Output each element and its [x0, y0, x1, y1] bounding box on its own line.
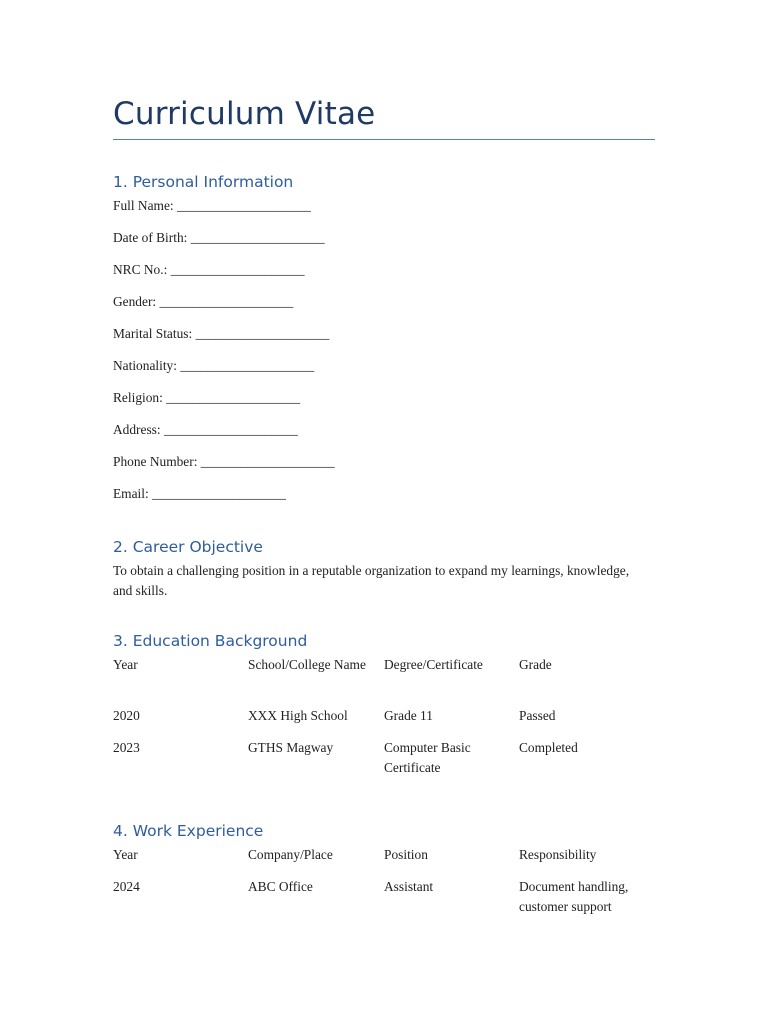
table-cell: ABC Office — [248, 879, 313, 894]
table-cell: Assistant — [384, 879, 434, 894]
email-field: Email: ____________________ — [113, 486, 286, 501]
marital-status-field: Marital Status: ____________________ — [113, 326, 330, 341]
table-cell: Document handling, customer support — [519, 879, 629, 914]
nationality-field: Nationality: ____________________ — [113, 358, 315, 373]
nrc-field: NRC No.: ____________________ — [113, 262, 305, 277]
table-cell: Passed — [519, 708, 556, 723]
date-of-birth-field: Date of Birth: ____________________ — [113, 230, 325, 245]
personal-info-heading: 1. Personal Information — [113, 173, 294, 191]
table-cell: 2020 — [113, 708, 140, 723]
table-cell: 2023 — [113, 740, 140, 755]
religion-field: Religion: ____________________ — [113, 390, 301, 405]
career-objective-heading: 2. Career Objective — [113, 538, 263, 556]
table-cell: Completed — [519, 740, 578, 755]
table-cell: GTHS Magway — [248, 740, 334, 755]
table-cell: XXX High School — [248, 708, 348, 723]
work-col-position: Position — [384, 847, 428, 862]
education-col-school: School/College Name — [248, 657, 366, 672]
table-cell: 2024 — [113, 879, 140, 894]
work-col-responsibility: Responsibility — [519, 847, 597, 862]
title-underline — [113, 139, 655, 140]
work-col-year: Year — [113, 847, 138, 862]
full-name-field: Full Name: ____________________ — [113, 198, 311, 213]
education-heading: 3. Education Background — [113, 632, 308, 650]
education-col-grade: Grade — [519, 657, 552, 672]
gender-field: Gender: ____________________ — [113, 294, 294, 309]
table-cell: Grade 11 — [384, 708, 433, 723]
education-col-year: Year — [113, 657, 138, 672]
table-cell: Computer Basic Certificate — [384, 740, 471, 775]
career-objective-text: To obtain a challenging position in a reputable organization to expand my learnings, knowledge, and skills. — [113, 563, 630, 598]
education-col-degree: Degree/Certificate — [384, 657, 483, 672]
phone-number-field: Phone Number: ____________________ — [113, 454, 335, 469]
address-field: Address: ____________________ — [113, 422, 298, 437]
work-col-company: Company/Place — [248, 847, 333, 862]
work-experience-heading: 4. Work Experience — [113, 822, 264, 840]
document-title: Curriculum Vitae — [113, 96, 376, 132]
